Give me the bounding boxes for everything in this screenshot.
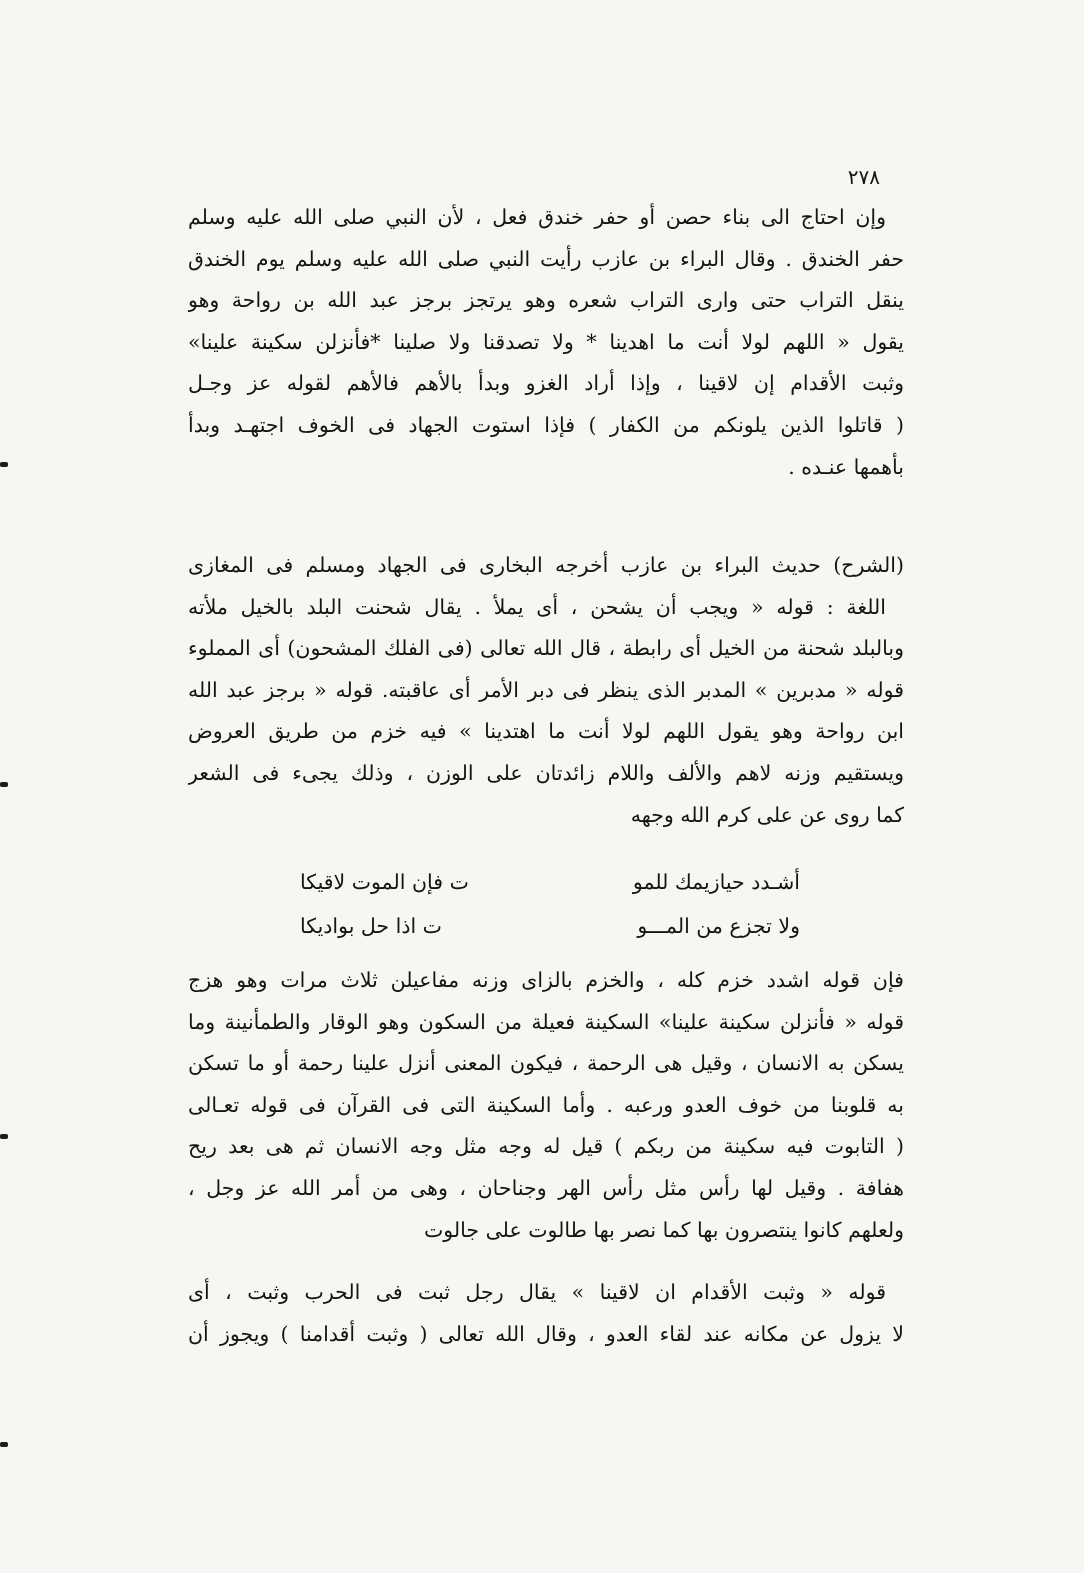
text-line: يسكن به الانسان ، وقيل هى الرحمة ، فيكون المعنى أنزل علينا رحمة أو ما تسكن [188, 1051, 904, 1076]
commentary-paragraph [188, 1272, 904, 1355]
text-line: وثبت الأقدام إن لاقينا ، وإذا أراد الغزو وبدأ بالأهم فالأهم لقوله عز وجـل [188, 371, 904, 396]
text-line: قوله « فأنزلن سكينة علينا» السكينة فعيلة من السكون وهو الوقار والطمأنينة وما [188, 1009, 904, 1034]
verse-line [300, 860, 800, 904]
text-line: ( قاتلوا الذين يلونكم من الكفار ) فإذا استوت الجهاد فى الخوف اجتهـد وبدأ [188, 412, 904, 437]
scan-edge-mark [0, 1134, 8, 1139]
commentary-paragraph [188, 545, 904, 836]
text-line: ابن رواحة وهو يقول اللهم لولا أنت ما اهتدينا » فيه خزم من طريق العروض [188, 719, 904, 744]
text-line: هفافة . وقيل لها رأس مثل رأس الهر وجناحان ، وهى من أمر الله عز وجل ، [188, 1175, 904, 1200]
text-line: قوله « وثبت الأقدام ان لاقينا » يقال رجل ثبت فى الحرب وثبت ، أى [188, 1280, 886, 1304]
text-line: ينقل التراب حتى وارى التراب شعره وهو يرتجز برجز عبد الله بن رواحة وهو [188, 288, 904, 313]
commentary-paragraph [188, 960, 904, 1251]
text-line: ويستقيم وزنه لاهم والألف واللام زائدتان على الوزن ، وذلك يجىء فى الشعر [188, 760, 904, 785]
verse-first-hemistich: أشـدد حيازيمك للمو [632, 870, 800, 894]
main-text-paragraph [188, 197, 904, 488]
text-line: ولعلهم كانوا ينتصرون بها كما نصر بها طالوت على جالوت [424, 1217, 904, 1242]
text-line: يقول « اللهم لولا أنت ما اهدينا * ولا تصدقنا ولا صلينا *فأنزلن سكينة علينا» [188, 329, 904, 354]
text-line: ( التابوت فيه سكينة من ربكم ) قيل له وجه مثل وجه الانسان ثم هى بعد ريح [188, 1134, 904, 1159]
verse-second-hemistich: ت اذا حل بواديكا [300, 914, 442, 938]
scan-edge-mark [0, 782, 8, 787]
page-number: ٢٧٨ [847, 165, 880, 189]
text-line: وبالبلد شحنة من الخيل أى رابطة ، قال الله تعالى (فى الفلك المشحون) أى المملوء [188, 636, 904, 661]
text-line: بأهمها عنـده . [788, 454, 904, 479]
text-line: كما روى عن على كرم الله وجهه [630, 802, 904, 827]
verse-second-hemistich: ت فإن الموت لاقيكا [300, 870, 469, 894]
text-line: قوله « مدبرين » المدبر الذى ينظر فى دبر الأمر أى عاقبته. قوله « برجز عبد الله [188, 677, 904, 702]
text-line: لا يزول عن مكانه عند لقاء العدو ، وقال الله تعالى ( وثبت أقدامنا ) ويجوز أن [188, 1321, 904, 1346]
verse-line [300, 904, 800, 948]
poetry-verse [300, 860, 800, 948]
scan-edge-mark [0, 1442, 8, 1447]
text-line: فإن قوله اشدد خزم كله ، والخزم بالزاى وزنه مفاعيلن ثلاث مرات وهو هزج [188, 968, 904, 992]
text-line: حفر الخندق . وقال البراء بن عازب رأيت النبي صلى الله عليه وسلم يوم الخندق [188, 246, 904, 271]
text-line: وإن احتاج الى بناء حصن أو حفر خندق فعل ، لأن النبي صلى الله عليه وسلم [188, 205, 886, 229]
text-line: اللغة : قوله « ويجب أن يشحن ، أى يملأ . يقال شحنت البلد بالخيل ملأته [188, 594, 886, 619]
text-line: به قلوبنا من خوف العدو ورعبه . وأما السكينة التى فى القرآن فى قوله تعـالى [188, 1092, 904, 1117]
verse-first-hemistich: ولا تجزع من المـــو [637, 914, 800, 938]
scan-edge-mark [0, 462, 8, 467]
text-line: (الشرح) حديث البراء بن عازب أخرجه البخارى فى الجهاد ومسلم فى المغازى [188, 553, 904, 577]
